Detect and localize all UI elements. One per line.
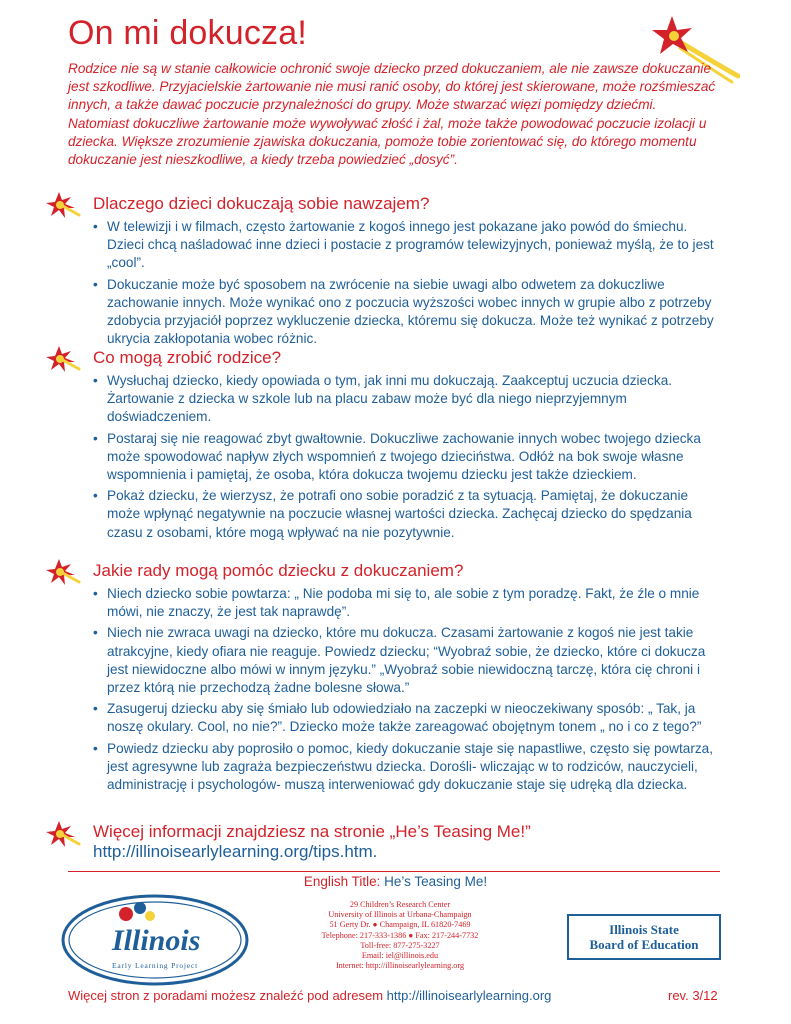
logo-subtitle: Early Learning Project — [112, 961, 198, 970]
iel-logo — [60, 892, 250, 988]
english-title-label: English Title: — [303, 874, 381, 889]
english-title — [0, 874, 791, 889]
section-why-kids-tease — [45, 194, 735, 347]
list-item: • Zasugeruj dziecku aby się śmiało lub odowiedziało na zaczepki w nieoczekiwany sposób: „ Tak, ja noszę okulary. Cool, no nie?”. Dziecko może także zareagować obojętnym tonem „ no i co z tego?” — [93, 700, 723, 736]
list-item: • W telewizji i w filmach, często żartowanie z kogoś innego jest pokazane jako powód do śmiechu. Dzieci chcą naśladować inne dzieci i postacie z programów telewizyjnych, ponieważ myślą, że to jest „cool”. — [93, 218, 723, 273]
contact-line: 51 Gerty Dr. ● Champaign, IL 61820-7469 — [329, 920, 471, 930]
intro-paragraph: Rodzice nie są w stanie całkowicie ochronić swoje dziecko przed dokuczaniem, ale nie zawsze dokuczanie jest szkodliwe. Przyjacielskie żartowanie nie musi ranić osoby, do której jest skierowane, może rozśmieszać innych, a także dawać poczucie przynależności do grupy. Może stwarzać więzi pomiędzy dziećmi. Natomiast dokuczliwe żartowanie może wywoływać złość i żal, może także powodować poczucie izolacji u dziecka. Większe zrozumienie zjawiska dokuczania, pomoże tobie zorientować się, do którego momentu dokuczanie jest nieszkodliwe, a kiedy trzeba powiedzieć „dosyć”. — [68, 61, 716, 168]
isbe-line: Illinois State — [609, 922, 679, 937]
page-title: On mi dokucza! — [68, 14, 308, 52]
star-bullet-icon — [45, 345, 81, 373]
contact-line: Toll-free: 877-275-3227 — [360, 940, 440, 950]
star-bullet-icon — [45, 820, 81, 848]
footer-text: Więcej stron z poradami możesz znaleźć pod adresem — [68, 988, 384, 1003]
star-bullet-icon — [45, 191, 81, 219]
isbe-line: Board of Education — [589, 937, 699, 952]
contact-line: Telephone: 217-333-1386 ● Fax: 217-244-7732 — [321, 930, 479, 940]
more-info-text — [93, 822, 531, 862]
tips-link[interactable]: http://illinoisearlylearning.org/tips.htm. — [93, 842, 378, 861]
list-item: • Niech dziecko sobie powtarza: „ Nie podoba mi się to, ale sobie z tym poradzę. Fakt, że źle o mnie mówi, nie znaczy, że jest tak naprawdę”. — [93, 585, 723, 621]
list-item: • Wysłuchaj dziecko, kiedy opowiada o tym, jak inni mu dokuczają. Zaakceptuj uczucia dziecka. Żartowanie z dziecka w szkole lub na placu zabaw może być dla niego nieprzyjemnym doświadczeniem. — [93, 372, 723, 427]
divider — [68, 871, 720, 872]
list-item: • Postaraj się nie reagować zbyt gwałtownie. Dokuczliwe zachowanie innych wobec twojego dziecka może spowodować napływ złych wspomnień z twojego dzieciństwa. Odłóż na bok swoje własne wspomnienia i pamiętaj, że osoba, która dokucza twojemu dziecku jest także dzieckiem. — [93, 430, 723, 485]
english-title-value: He’s Teasing Me! — [384, 874, 488, 889]
bullet-list — [93, 372, 723, 545]
section-advice-for-child — [45, 561, 735, 819]
bullet-list — [93, 218, 723, 351]
section-what-parents-can-do — [45, 348, 735, 553]
contact-line: 29 Children’s Research Center — [349, 900, 451, 909]
list-item: • Niech nie zwraca uwagi na dziecko, które mu dokucza. Czasami żartowanie z kogoś nie jest takie atrakcyjne, kiedy ofiara nie reaguje. Powiedz dziecku; “Wyobraź sobie, że dziecko, które ci dokucza jest niewidoczne albo mówi w innym języku.” „Wyobraź sobie niewidoczną tarczę, która cię chroni i przez którą nie przechodzą żadne bolesne słowa.” — [93, 624, 723, 697]
section-heading: Dlaczego dzieci dokuczają sobie nawzajem? — [93, 194, 430, 213]
section-heading: Jakie rady mogą pomóc dziecku z dokuczaniem? — [93, 561, 464, 580]
section-heading: Co mogą zrobić rodzice? — [93, 348, 282, 367]
more-info-label: Więcej informacji znajdziesz na stronie „He’s Teasing Me!” — [93, 822, 531, 841]
footer-link[interactable]: http://illinoisearlylearning.org — [386, 988, 552, 1003]
footer — [68, 988, 551, 1003]
revision-label: rev. 3/12 — [668, 988, 718, 1003]
contact-line: University of Illinois at Urbana-Champaign — [328, 910, 472, 920]
list-item: • Dokuczanie może być sposobem na zwrócenie na siebie uwagi albo odwetem za dokuczliwe zachowanie innych. Może wynikać ono z poczucia wyższości wobec innych w grupie albo z potrzeby zdobycia przyjaciół poprzez wykluczenie dziecka, któremu się dokucza. Może też wynikać z potrzeby ukrycia zakłopotania wobec różnic. — [93, 276, 723, 349]
star-bullet-icon — [45, 558, 81, 586]
contact-block — [290, 900, 510, 971]
contact-line[interactable]: Internet: http://illinoisearlylearning.org — [335, 961, 465, 971]
list-item: • Powiedz dziecku aby poprosiło o pomoc, kiedy dokuczanie staje się napastliwe, często się powtarza, jest agresywne lub zagraża bezpieczeństwu dziecka. Dorośli- wliczając w to rodziców, nauczycieli, administrację i psychologów- muszą interweniować gdy dokuczanie staje się udręką dla dziecka. — [93, 740, 723, 795]
isbe-logo — [567, 914, 721, 960]
logo-brand: Illinois — [112, 924, 201, 957]
contact-line[interactable]: Email: iel@illinois.edu — [361, 951, 439, 961]
bullet-list — [93, 585, 723, 797]
list-item: • Pokaż dziecku, że wierzysz, że potrafi ono sobie poradzić z ta sytuacją. Pamiętaj, że dokuczanie może wpłynąć negatywnie na poczucie własnej wartości dziecka. Zachęcaj dziecko do spędzania czasu z osobami, które mogą wpływać na nie pozytywnie. — [93, 487, 723, 542]
